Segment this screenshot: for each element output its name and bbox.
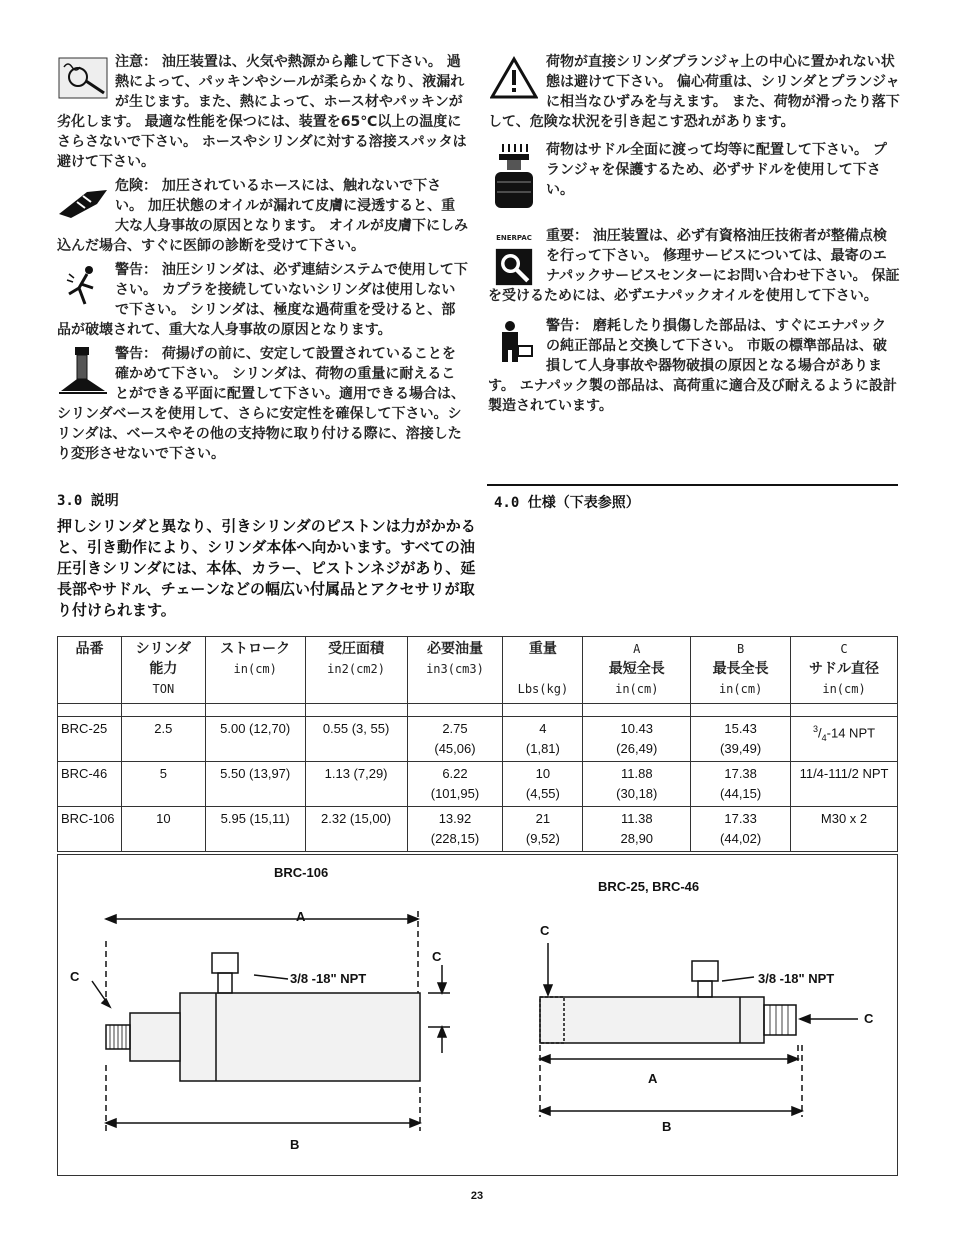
warning-text: 警告： 荷揚げの前に、安定して設置されていることを確かめて下さい。 シリンダは、荷物の重量に耐えることができる平面に配置して下さい。適用できる場合は、シリンダベースを使用して、さらに安定性を確保して下さい。シリンダは、ベースやその他の支持物に取り付ける際に、溶接したり変形させないで下さい。 — [57, 346, 465, 462]
section-3-body: 押しシリンダと異なり、引きシリンダのピストンは力がかかると、引き動作により、シリンダ本体へ向かいます。すべての油圧引きシリンダには、本体、カラー、ピストンネジがあり、延長部やサドル、チェーンなどの幅広い付属品とアクセサリが取り付けられます。 — [57, 517, 476, 619]
warning-injection — [57, 176, 469, 256]
header-weight: 重量 Lbs(kg) — [503, 637, 583, 704]
page-number: 23 — [470, 1190, 484, 1202]
technician-icon — [488, 318, 540, 366]
warning-text: 注意： 油圧装置は、火気や熱源から離して下さい。 過熱によって、パッキンやシールが柔らかくなり、液漏れが生じます。また、熱によって、ホース材やパッキンが劣化します。 最適な性能を保つには、装置を65℃以上の温度にさらさないで下さい。 ホースやシリンダに対する溶接スパッタは避けて下さい。 — [57, 54, 467, 170]
cylinder-base-icon — [57, 346, 109, 394]
header-oil: 必要油量 in3(cm3) — [407, 637, 503, 704]
dim-label-c: C — [70, 969, 80, 984]
dim-label-a: A — [648, 1071, 658, 1086]
table-spacer-row — [58, 704, 898, 717]
warning-text: 危険： 加圧されているホースには、触れないで下さい。 加圧状態のオイルが漏れて皮膚に浸透すると、重大な人身事故の原因となります。 オイルが皮膚下にしみ込んだ場合、すぐに医師の診断を受けて下さい。 — [57, 178, 469, 254]
table-row: BRC-106 10 5.95 (15,11) 2.32 (15,00) 13.92 (228,15) 21 (9,52) 11.38 28,90 17.33 (44,02) M30 x 2 — [58, 807, 898, 852]
header-capacity: シリンダ 能力 TON — [121, 637, 205, 704]
heat-icon — [57, 54, 109, 102]
table-row: BRC-46 5 5.50 (13,97) 1.13 (7,29) 6.22 (101,95) 10 (4,55) 11.88 (30,18) 17.38 (44,15) 11/4-111/2 NPT — [58, 762, 898, 807]
header-area: 受圧面積 in2(cm2) — [305, 637, 407, 704]
table-row: BRC-25 2.5 5.00 (12,70) 0.55 (3, 55) 2.75 (45,06) 4 (1,81) 10.43 (26,49) 15.43 (39,49) $^3/_4-14$ NPT — [58, 717, 898, 762]
header-c: C サドル直径 in(cm) — [791, 637, 898, 704]
warning-text: 重要： 油圧装置は、必ず有資格油圧技術者が整備点検を行って下さい。 修理サービスについては、最寄のエナパックサービスセンターにお問い合わせ下さい。 保証を受けるためには、必ずエナパックオイルを使用して下さい。 — [488, 228, 900, 304]
header-stroke: ストローク in(cm) — [205, 637, 305, 704]
section-4-heading: 4.0 仕様（下表参照） — [494, 495, 640, 511]
warning-text: 警告： 油圧シリンダは、必ず連結システムで使用して下さい。 カプラを接続していないシリンダは使用しないで下さい。 シリンダは、極度な過荷重を受けると、部品が破壊されて、重大な人身事故の原因となります。 — [57, 262, 468, 338]
saddle-thread-brc25: $^3/_4-14$ NPT — [791, 717, 898, 762]
npt-label: 3/8 -18" NPT — [290, 971, 367, 986]
falling-person-icon — [57, 262, 109, 310]
drawing-title-brc106: BRC-106 — [274, 865, 329, 880]
warning-text: 荷物はサドル全面に渡って均等に配置して下さい。 プランジャを保護するため、必ずサドルを使用して下さい。 — [546, 142, 887, 198]
enerpac-logo-text: ENERPAC — [496, 234, 532, 242]
warning-eccentric-load — [488, 52, 900, 132]
drawing-title-brc25-46: BRC-25, BRC-46 — [598, 879, 700, 894]
dimension-drawings — [57, 854, 898, 1176]
header-a: A 最短全長 in(cm) — [583, 637, 691, 704]
cylinder-drawings-svg — [58, 855, 897, 1175]
warning-triangle-icon — [488, 54, 540, 102]
warnings-left-column — [57, 52, 469, 468]
section-divider — [487, 484, 898, 486]
header-model: 品番 — [58, 637, 122, 704]
warning-text: 荷物が直接シリンダプランジャ上の中心に置かれない状態は避けて下さい。 偏心荷重は、シリンダとプランジャに相当なひずみを与えます。 また、荷物が滑ったり落下して、危険な状況を引き起こす恐れがあります。 — [488, 54, 900, 130]
dim-label-a: A — [296, 909, 306, 924]
dim-label-c: C — [540, 923, 550, 938]
warnings-right-column — [488, 52, 900, 420]
warning-text: 警告： 磨耗したり損傷した部品は、すぐにエナパックの純正部品と交換して下さい。 市販の標準部品は、破損して人身事故や器物破損の原因となる場合があります。 エナパック製の部品は、高荷重に適合及び耐えるように設計製造されています。 — [488, 318, 897, 414]
dim-label-c: C — [432, 949, 442, 964]
warning-genuine-parts — [488, 316, 900, 416]
section-3 — [57, 490, 477, 621]
section-3-heading: 3.0 説明 — [57, 493, 119, 509]
dim-label-b: B — [662, 1119, 672, 1134]
table-header-row — [58, 637, 898, 704]
spec-table — [57, 636, 898, 852]
header-b: B 最長全長 in(cm) — [691, 637, 791, 704]
saddle-load-icon — [488, 142, 540, 212]
injection-hazard-icon — [57, 178, 109, 226]
dim-label-c: C — [864, 1011, 874, 1026]
warning-saddle — [488, 140, 900, 218]
warning-coupler — [57, 260, 469, 340]
warning-qualified-service — [488, 226, 900, 306]
npt-label: 3/8 -18" NPT — [758, 971, 835, 986]
dim-label-b: B — [290, 1137, 300, 1152]
warning-stability — [57, 344, 469, 464]
warning-heat — [57, 52, 469, 172]
enerpac-wrench-icon — [488, 228, 540, 286]
